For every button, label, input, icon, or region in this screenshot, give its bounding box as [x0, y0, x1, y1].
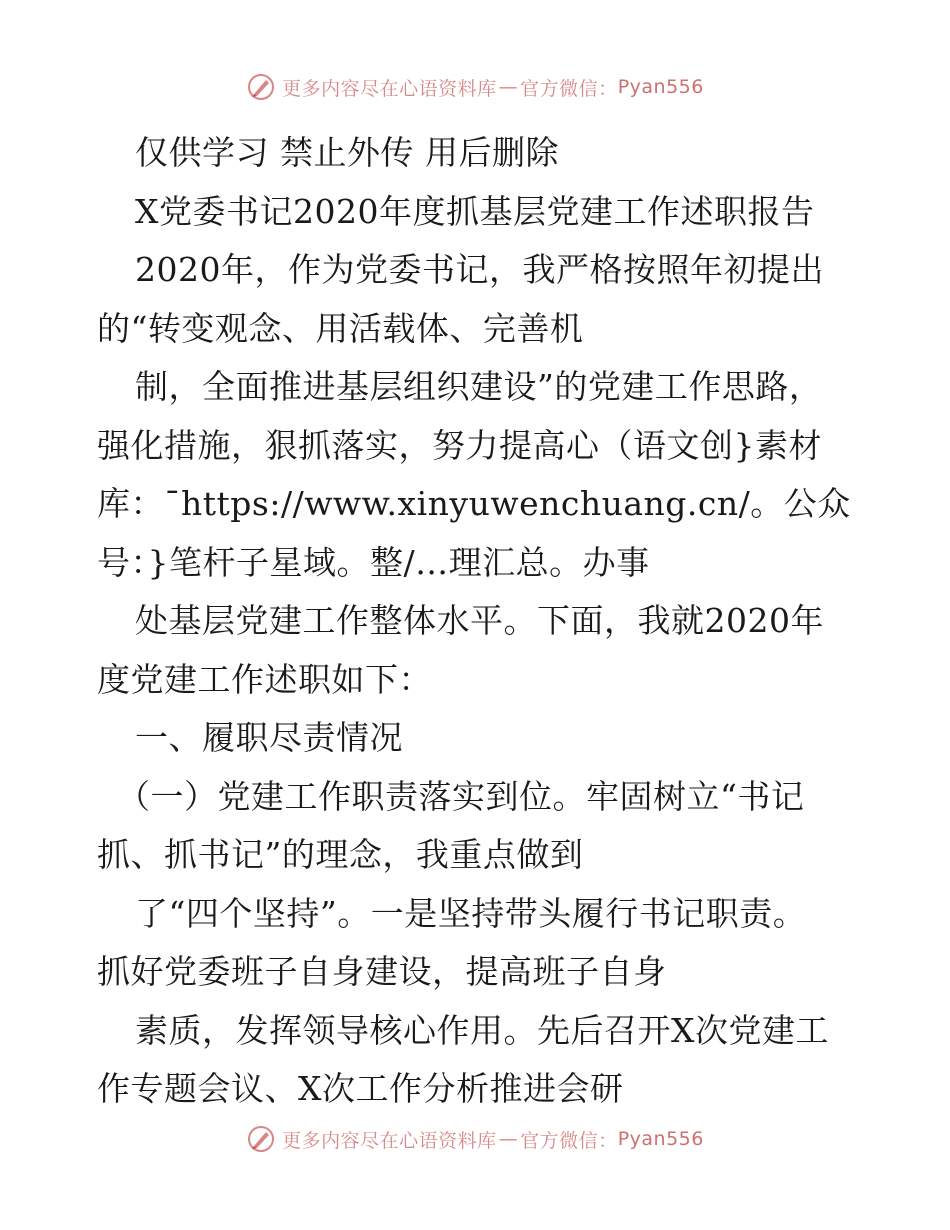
paragraph-line: 库：¯https://www.xinyuwenchuang.cn/。公众 [97, 484, 851, 523]
pen-logo-icon [246, 72, 276, 102]
notice-line: 仅供学习 禁止外传 用后删除 [135, 133, 559, 172]
watermark-official: 官方微信 [520, 1129, 599, 1152]
header-watermark [0, 72, 950, 102]
watermark-separator: ： [598, 77, 618, 100]
footer-watermark [0, 1124, 950, 1154]
watermark-dash: — [498, 76, 519, 98]
subsection-line: （一）党建工作职责落实到位。牢固树立“书记 [117, 776, 805, 816]
watermark-text: 更多内容尽在心语资料库 [282, 77, 497, 100]
paragraph-line: 制，全面推进基层组织建设”的党建工作思路， [135, 367, 823, 406]
paragraph-line: 抓、抓书记”的理念，我重点做到 [97, 835, 584, 874]
paragraph-line: 了“四个坚持”。一是坚持带头履行书记职责。 [135, 893, 807, 933]
watermark-text: 更多内容尽在心语资料库 [282, 1129, 497, 1152]
paragraph-line: 度党建工作述职如下： [97, 659, 432, 699]
watermark-official: 官方微信 [520, 77, 599, 100]
watermark-separator: ： [598, 1129, 618, 1152]
watermark-dash: — [498, 1128, 519, 1150]
document-body [97, 124, 887, 1119]
paragraph-line: 的“转变观念、用活载体、完善机 [97, 308, 584, 348]
paragraph-line: 抓好党委班子自身建设，提高班子自身 [97, 952, 667, 991]
paragraph-line: 强化措施，狠抓落实，努力提高心（语文创}素材 [97, 425, 822, 465]
paragraph-line: 作专题会议、X次工作分析推进会研 [97, 1069, 624, 1108]
pen-logo-icon [246, 1124, 276, 1154]
watermark-id: Pyan556 [617, 1128, 704, 1150]
section-heading: 一、履职尽责情况 [135, 718, 403, 757]
paragraph-line: 处基层党建工作整体水平。下面，我就2020年 [135, 601, 824, 640]
paragraph-line: 2020年，作为党委书记，我严格按照年初提出 [135, 250, 824, 289]
document-title: X党委书记2020年度抓基层党建工作述职报告 [135, 191, 815, 231]
watermark-id: Pyan556 [617, 76, 704, 98]
paragraph-line: 素质，发挥领导核心作用。先后召开X次党建工 [135, 1010, 829, 1050]
paragraph-line: 号：}笔杆子星域。整/…理汇总。办事 [97, 542, 650, 582]
